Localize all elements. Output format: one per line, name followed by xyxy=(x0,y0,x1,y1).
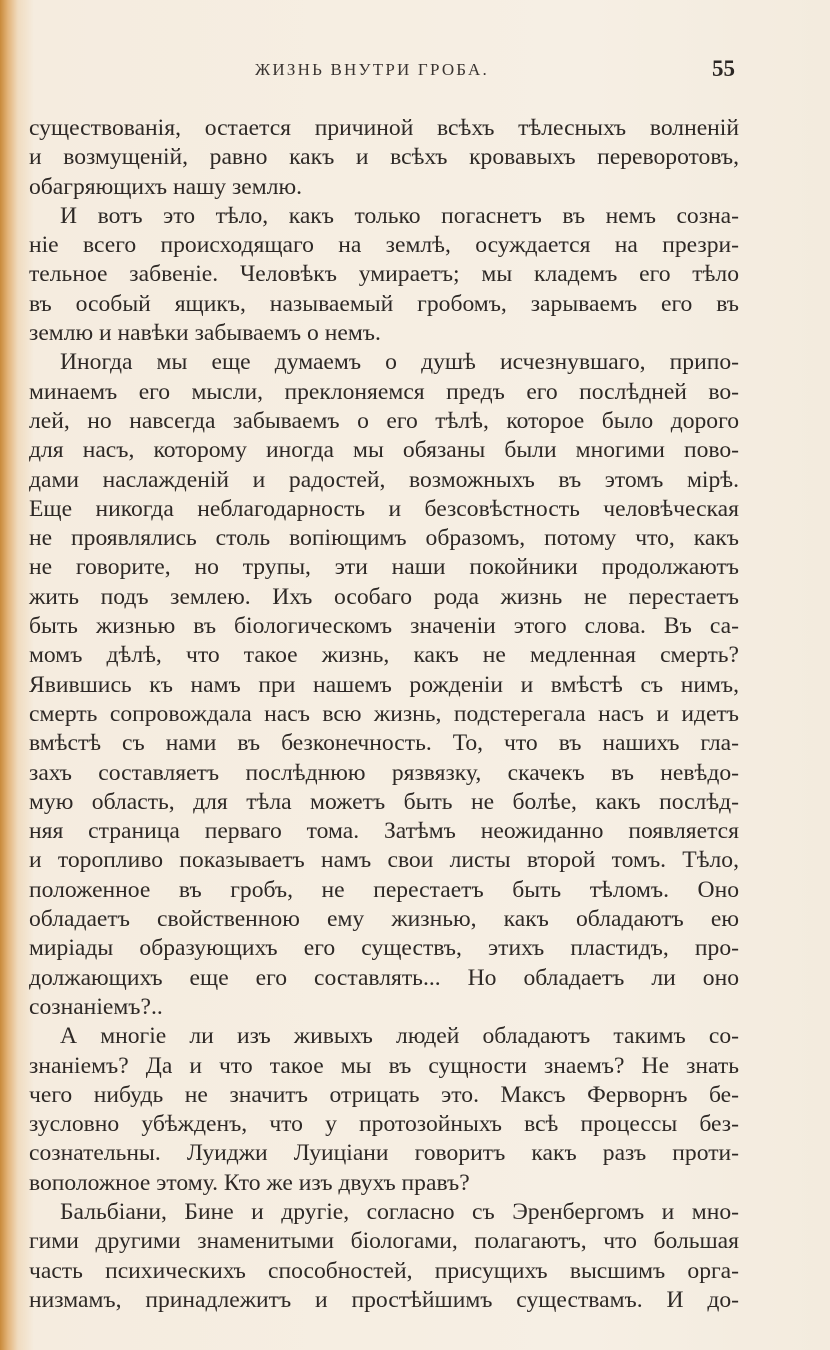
text-line: А многіе ли изъ живыхъ людей обладаютъ такимъ со- xyxy=(60,1023,739,1050)
page-number: 55 xyxy=(712,56,735,81)
text-line: минаемъ его мысли, преклоняемся предъ его послѣдней во- xyxy=(29,378,739,405)
text-line: должающихъ еще его составлять... Но обладаетъ ли оно xyxy=(29,964,739,991)
text-line: Бальбіани, Бине и другіе, согласно съ Эренбергомъ и мно- xyxy=(60,1198,739,1225)
text-line: знаніемъ? Да и что такое мы въ сущности знаемъ? Не знать xyxy=(29,1052,739,1079)
text-line: положенное въ гробъ, не перестаетъ быть тѣломъ. Оно xyxy=(29,876,739,903)
text-line: тельное забвеніе. Человѣкъ умираетъ; мы кладемъ его тѣло xyxy=(29,261,739,288)
text-line: воположное этому. Кто же изъ двухъ правъ? xyxy=(29,1169,470,1196)
text-line: низмамъ, принадлежитъ и простѣйшимъ существамъ. И до- xyxy=(29,1286,739,1313)
text-line: дами наслажденій и радостей, возможныхъ въ этомъ мірѣ. xyxy=(29,466,739,493)
text-line: Иногда мы еще думаемъ о душѣ исчезнувшаго, припо- xyxy=(60,349,739,376)
text-line: миріады образующихъ его существъ, этихъ пластидъ, про- xyxy=(29,935,739,962)
running-title: ЖИЗНЬ ВНУТРИ ГРОБА. xyxy=(255,60,489,79)
text-line: жить подъ землею. Ихъ особаго рода жизнь не перестаетъ xyxy=(29,583,739,610)
text-line: въ особый ящикъ, называемый гробомъ, зарываемъ его въ xyxy=(29,290,739,317)
text-line: смерть сопровождала насъ всю жизнь, подстерегала насъ и идетъ xyxy=(29,700,739,727)
text-line: не говорите, но трупы, эти наши покойники продолжаютъ xyxy=(29,554,739,581)
text-line: существованія, остается причиной всѣхъ тѣлесныхъ волненій xyxy=(29,115,739,141)
text-line: захъ составляетъ послѣднюю рязвязку, скачекъ въ невѣдо- xyxy=(29,759,739,786)
text-line: лей, но навсегда забываемъ о его тѣлѣ, которое было дорого xyxy=(29,407,739,434)
text-line: и торопливо показываетъ намъ свои листы второй томъ. Тѣло, xyxy=(29,847,739,874)
text-line: ніе всего происходящаго на землѣ, осуждается на презри- xyxy=(29,232,739,259)
text-line: И вотъ это тѣло, какъ только погаснетъ въ немъ созна- xyxy=(60,202,739,229)
text-line: няя страница перваго тома. Затѣмъ неожиданно появляется xyxy=(29,818,739,845)
text-line: вмѣстѣ съ нами въ безконечность. То, что въ нашихъ гла- xyxy=(29,730,739,757)
text-line: зусловно убѣжденъ, что у протозойныхъ всѣ процессы без- xyxy=(29,1111,739,1138)
body-text xyxy=(29,114,739,1315)
text-line: момъ дѣлѣ, что такое жизнь, какъ не медленная смерть? xyxy=(29,642,739,669)
text-line: землю и навѣки забываемъ о немъ. xyxy=(29,320,381,347)
text-line: Еще никогда неблагодарность и безсовѣстность человѣческая xyxy=(29,495,739,522)
text-line: обагряющихъ нашу землю. xyxy=(29,173,302,200)
text-line: чего нибудь не значитъ отрицать это. Максъ Ферворнъ бе- xyxy=(29,1081,739,1108)
text-line: для насъ, которому иногда мы обязаны были многими пово- xyxy=(29,437,739,464)
text-line: сознательны. Луиджи Луиціани говоритъ какъ разъ проти- xyxy=(29,1140,739,1167)
text-line: быть жизнью въ біологическомъ значеніи этого слова. Въ са- xyxy=(29,613,739,640)
text-line: и возмущеній, равно какъ и всѣхъ кровавыхъ переворотовъ, xyxy=(29,144,739,171)
text-line: не проявлялись столь вопіющимъ образомъ, потому что, какъ xyxy=(29,525,739,552)
text-line: Явившись къ намъ при нашемъ рожденіи и вмѣстѣ съ нимъ, xyxy=(29,671,739,698)
text-line: часть психическихъ способностей, присущихъ высшимъ орга- xyxy=(29,1257,739,1284)
running-head xyxy=(0,56,830,86)
text-line: мую область, для тѣла можетъ быть не болѣе, какъ послѣд- xyxy=(29,788,739,815)
text-line: обладаетъ свойственною ему жизнью, какъ обладаютъ ею xyxy=(29,906,739,933)
text-line: гими другими знаменитыми біологами, полагаютъ, что большая xyxy=(29,1228,739,1255)
text-line: сознаніемъ?.. xyxy=(29,993,163,1020)
